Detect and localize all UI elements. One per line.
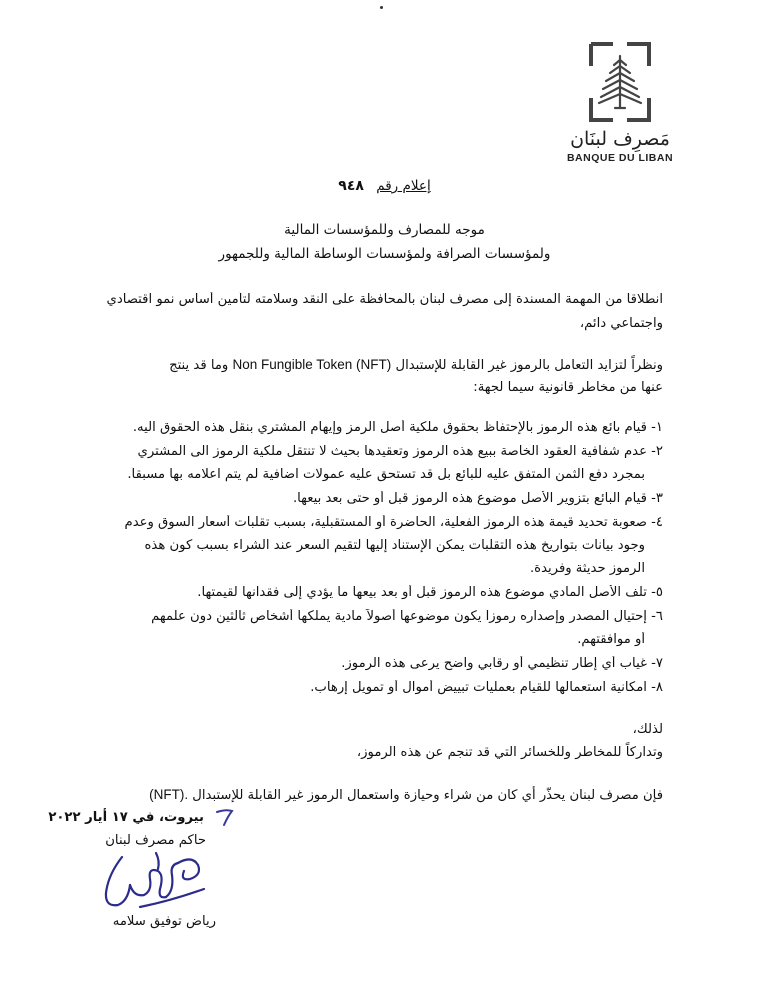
logo-arabic-text: مَصرِف لبنَان xyxy=(570,128,670,150)
bank-logo xyxy=(565,42,675,164)
conclusion-line-2: وتداركاً للمخاطر وللخسائر التي قد تنجم عن هذه الرموز، xyxy=(356,745,663,760)
addressee-line-2: ولمؤسسات الصرافة ولمؤسسات الوساطة المالية وللجمهور xyxy=(218,246,551,262)
paragraph-1-line-1: انطلاقا من المهمة المسندة إلى مصرف لبنان بالمحافظة على النقد وسلامته لتأمين أساس نمو اقتصادي xyxy=(106,292,663,307)
signatory-name: رياض توفيق سلامه xyxy=(112,914,216,929)
notice-number: ٩٤٨ xyxy=(338,178,364,194)
paragraph-2-line-1 xyxy=(169,357,663,373)
paragraph-2-line-2: عنها من مخاطر قانونية سيما لجهة: xyxy=(473,380,663,395)
pen-mark-icon xyxy=(214,808,238,828)
risk-item: ١- قيام بائع هذه الرموز بالإحتفاظ بحقوق ملكية أصل الرمز وإيهام المشتري بنقل هذه الحقوق اليه. xyxy=(132,420,663,435)
warning-statement xyxy=(149,787,663,803)
addressee-line-1: موجه للمصارف وللمؤسسات المالية xyxy=(284,222,485,238)
risk-item-continuation: وجود بيانات بتواريخ هذه التقلبات يمكن الإستناد إليها لتقيم السعر عند الشراء بسبب كون هذه xyxy=(144,538,645,553)
scan-dot xyxy=(380,6,383,9)
risk-item: ٥- تلف الأصل المادي موضوع هذه الرموز قبل أو بعد بيعها ما يؤدي إلى فقدانها لقيمتها. xyxy=(197,585,663,600)
notice-heading xyxy=(0,178,769,194)
notice-label: إعلام رقم xyxy=(376,178,431,194)
conclusion-line-1: لذلك، xyxy=(632,722,663,737)
risk-item: ٨- امكانية استعمالها للقيام بعمليات تبييض أموال أو تمويل إرهاب. xyxy=(310,680,663,695)
risk-item-continuation: الرموز حديثة وفريدة. xyxy=(529,561,645,576)
paragraph-2-start: ونظراً لتزايد التعامل بالرموز غير القابلة للإستبدال xyxy=(395,358,663,373)
handwritten-signature xyxy=(100,845,220,925)
warning-text: فإن مصرف لبنان يحذّر أي كان من شراء وحيازة واستعمال الرموز غير القابلة للإستبدال xyxy=(192,788,663,803)
paragraph-1-line-2: واجتماعي دائم، xyxy=(579,316,663,331)
signatory-title: حاكم مصرف لبنان xyxy=(105,833,206,848)
nft-term: Non Fungible Token (NFT) xyxy=(232,357,392,372)
risk-item: ٤- صعوبة تحديد قيمة هذه الرموز الفعلية، الحاضرة أو المستقبلية، بسبب تقلّبات أسعار السوق وعدم xyxy=(124,515,663,530)
warning-nft-term: (NFT). xyxy=(149,787,189,802)
paragraph-2-end: وما قد ينتج xyxy=(169,358,229,373)
risk-item: ٣- قيام البائع بتزوير الأصل موضوع هذه الرموز قبل أو حتى بعد بيعها. xyxy=(292,491,663,506)
issue-date: بيروت، في ١٧ أيار ٢٠٢٢ xyxy=(48,810,204,825)
risk-item: ٦- إحتيال المصدر وإصداره رموزاً يكون موضوعها أصولاً مادية يملكها أشخاص ثالثين دون علمهم xyxy=(151,609,663,624)
cedar-emblem-icon xyxy=(589,42,651,122)
logo-latin-text: BANQUE DU LIBAN xyxy=(566,152,674,164)
risk-item-continuation: أو موافقتهم. xyxy=(577,632,645,647)
risk-item-continuation: بمجرد دفع الثمن المتفق عليه للبائع بل قد تستحق عليه عمولات اضافية لم يتم اعلامه بها مسبقاً. xyxy=(127,467,645,482)
risk-item: ٧- غياب أي إطار تنظيمي أو رقابي واضح يرعى هذه الرموز. xyxy=(341,656,663,671)
risk-item: ٢- عدم شفافية العقود الخاصة ببيع هذه الرموز وتعقيدها بحيث لا تنتقل ملكية الرموز الى المشتري xyxy=(137,444,663,459)
